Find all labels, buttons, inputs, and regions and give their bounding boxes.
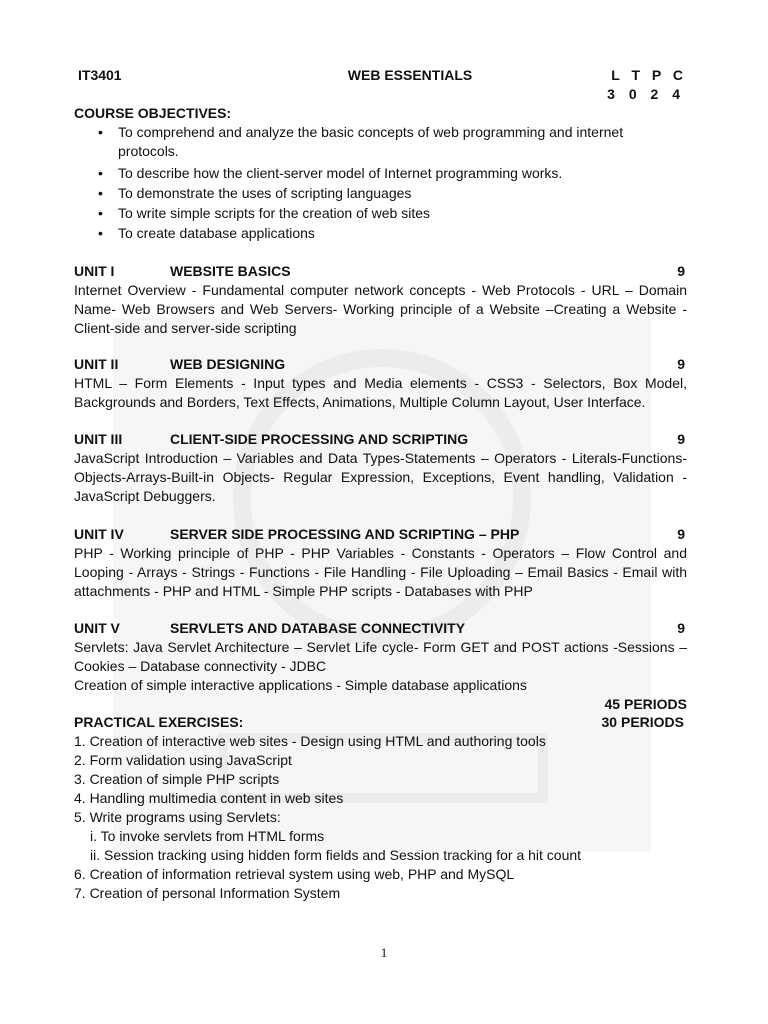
unit-heading bbox=[74, 355, 687, 374]
unit-number: UNIT IV bbox=[74, 526, 124, 542]
practical-periods: 30 PERIODS bbox=[601, 714, 684, 730]
unit-hours: 9 bbox=[677, 431, 685, 447]
unit-content: Internet Overview - Fundamental computer network concepts - Web Protocols - URL – Domain Name- Web Browsers and Web Servers- Working principle of a Website –Creating a Website - Client-side and server-side scripting bbox=[74, 282, 687, 336]
list-subitem: ii. Session tracking using hidden form fields and Session tracking for a hit count bbox=[90, 847, 582, 863]
unit-1 bbox=[74, 262, 687, 338]
unit-heading bbox=[74, 430, 687, 449]
unit-2 bbox=[74, 355, 687, 412]
list-item: • To write simple scripts for the creation of web sites bbox=[118, 204, 687, 223]
course-code: IT3401 bbox=[78, 67, 122, 83]
unit-hours: 9 bbox=[677, 263, 685, 279]
unit-number: UNIT V bbox=[74, 620, 120, 636]
unit-5 bbox=[74, 619, 687, 714]
unit-heading bbox=[74, 525, 687, 544]
ltpc-label: L T P C bbox=[611, 67, 687, 83]
list-item: 4. Handling multimedia content in web sites bbox=[74, 790, 344, 806]
unit-4 bbox=[74, 525, 687, 601]
course-title: WEB ESSENTIALS bbox=[347, 67, 473, 83]
unit-number: UNIT II bbox=[74, 356, 119, 372]
unit-heading bbox=[74, 619, 687, 638]
unit-content: JavaScript Introduction – Variables and Data Types-Statements – Operators - Literals-Functions-Objects-Arrays-Built-in Objects- Regular Expression, Exceptions, Event handling, Validation - JavaScript Debuggers. bbox=[74, 450, 687, 504]
ltpc-values: 3 0 2 4 bbox=[607, 86, 685, 102]
unit-title: WEB DESIGNING bbox=[170, 356, 286, 372]
unit-3 bbox=[74, 430, 687, 506]
unit-title: CLIENT-SIDE PROCESSING AND SCRIPTING bbox=[170, 431, 469, 447]
unit-content: HTML – Form Elements - Input types and Media elements - CSS3 - Selectors, Box Model, Backgrounds and Borders, Text Effects, Animations, Multiple Column Layout, User Interface. bbox=[74, 375, 687, 410]
unit-title: SERVLETS AND DATABASE CONNECTIVITY bbox=[170, 620, 466, 636]
list-item: • To create database applications bbox=[118, 224, 687, 243]
course-objectives bbox=[74, 104, 687, 244]
list-item: 6. Creation of information retrieval system using web, PHP and MySQL bbox=[74, 866, 515, 882]
objectives-list bbox=[74, 123, 687, 243]
list-item: • To describe how the client-server model of Internet programming works. bbox=[118, 164, 687, 183]
list-item: 3. Creation of simple PHP scripts bbox=[74, 771, 280, 787]
list-subitem: i. To invoke servlets from HTML forms bbox=[90, 828, 325, 844]
unit-hours: 9 bbox=[677, 526, 685, 542]
unit-title: SERVER SIDE PROCESSING AND SCRIPTING – PHP bbox=[170, 526, 520, 542]
list-item: 1. Creation of interactive web sites - Design using HTML and authoring tools bbox=[74, 733, 546, 749]
practical-heading bbox=[74, 713, 687, 732]
objectives-title: COURSE OBJECTIVES: bbox=[74, 105, 232, 121]
theory-periods: 45 PERIODS bbox=[604, 696, 687, 712]
unit-number: UNIT III bbox=[74, 431, 123, 447]
unit-title: WEBSITE BASICS bbox=[170, 263, 291, 279]
unit-hours: 9 bbox=[677, 356, 685, 372]
unit-content: Servlets: Java Servlet Architecture – Servlet Life cycle- Form GET and POST actions -Sessions – Cookies – Database connectivity - JDBC bbox=[74, 639, 687, 674]
unit-heading bbox=[74, 262, 687, 281]
practical-title: PRACTICAL EXERCISES: bbox=[74, 714, 244, 730]
list-item: 5. Write programs using Servlets: bbox=[74, 809, 281, 825]
unit-content: PHP - Working principle of PHP - PHP Variables - Constants - Operators – Flow Control and Looping - Arrays - Strings - Functions - File Handling - File Uploading – Email Basics - Email with attachments - PHP and HTML - Simple PHP scripts - Databases with PHP bbox=[74, 545, 687, 599]
list-item: 2. Form validation using JavaScript bbox=[74, 752, 292, 768]
unit-content-extra: Creation of simple interactive applications - Simple database applications bbox=[74, 677, 527, 693]
page-number: 1 bbox=[380, 945, 388, 960]
list-item: • To comprehend and analyze the basic concepts of web programming and internet protocols. bbox=[118, 123, 687, 161]
unit-hours: 9 bbox=[677, 620, 685, 636]
unit-number: UNIT I bbox=[74, 263, 115, 279]
list-item: 7. Creation of personal Information System bbox=[74, 885, 341, 901]
practical-exercises bbox=[74, 713, 687, 903]
list-item: • To demonstrate the uses of scripting languages bbox=[118, 184, 687, 203]
